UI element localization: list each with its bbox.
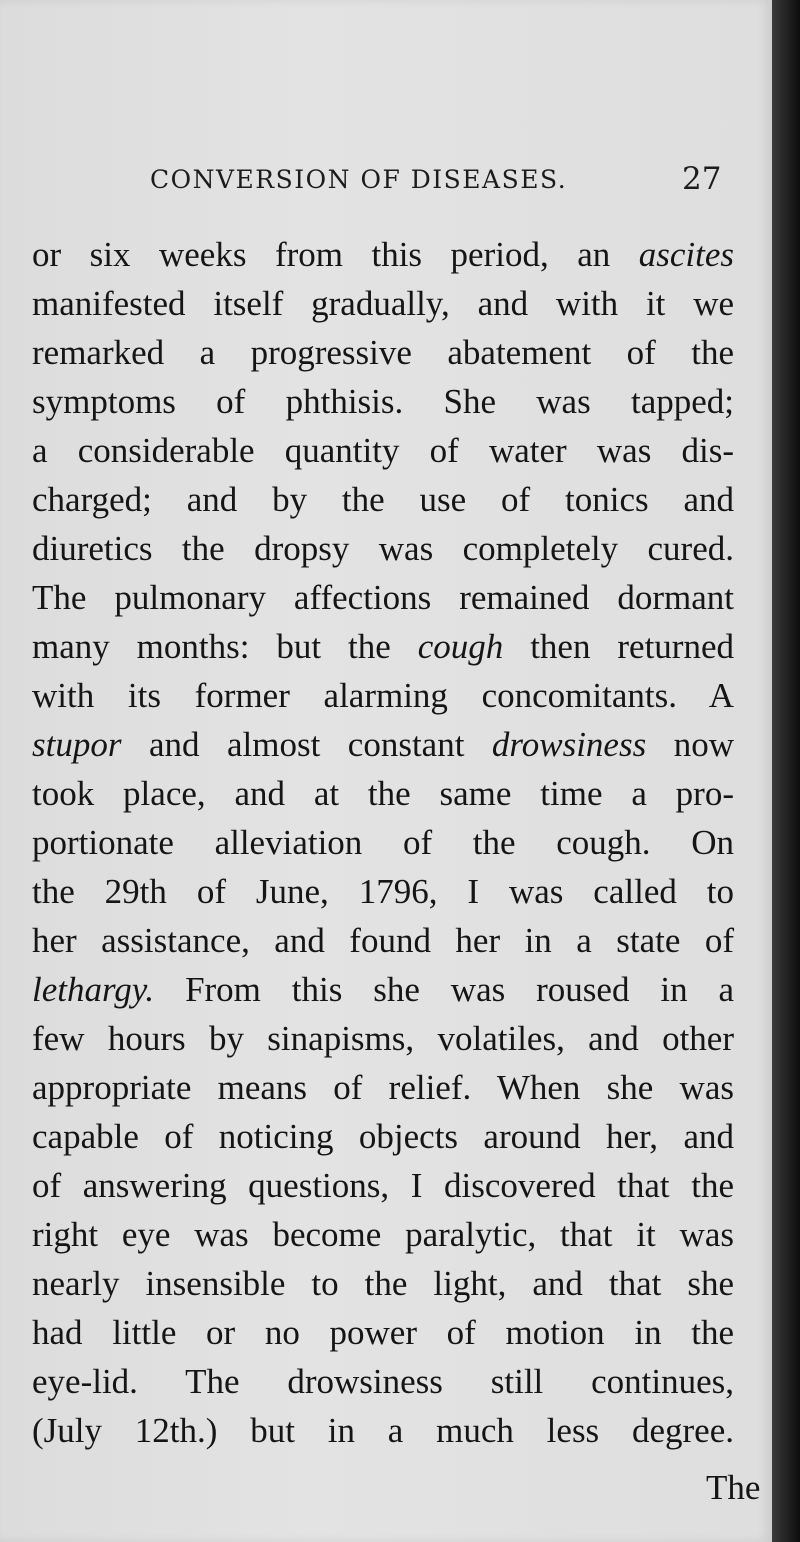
text-line: a considerable quantity of water was dis-: [32, 431, 734, 470]
text-line: took place, and at the same time a pro-: [32, 774, 734, 813]
text-line: or six weeks from this period, an ascites: [32, 235, 734, 274]
text-line: her assistance, and found her in a state of: [32, 921, 734, 960]
text-line: stupor and almost constant drowsiness now: [32, 725, 734, 764]
text-line: nearly insensible to the light, and that she: [32, 1264, 734, 1303]
text-line: The pulmonary affections remained dormant: [32, 578, 734, 617]
page-edge: [772, 0, 800, 1542]
page-number: 27: [682, 161, 722, 197]
text-line: charged; and by the use of tonics and: [32, 480, 734, 519]
text-line: with its former alarming concomitants. A: [32, 676, 734, 715]
running-head: CONVERSION OF DISEASES.: [150, 165, 568, 194]
text-line: few hours by sinapisms, volatiles, and other: [32, 1019, 734, 1058]
text-line: capable of noticing objects around her, and: [32, 1117, 734, 1156]
text-line: appropriate means of relief. When she was: [32, 1068, 734, 1107]
text-line: (July 12th.) but in a much less degree.: [32, 1411, 734, 1450]
text-line: of answering questions, I discovered that the: [32, 1166, 734, 1205]
text-line: many months: but the cough then returned: [32, 627, 734, 666]
text-line: diuretics the dropsy was completely cured.: [32, 529, 734, 568]
text-line: had little or no power of motion in the: [32, 1313, 734, 1352]
body-text: [32, 230, 734, 1455]
catchword: The: [706, 1468, 761, 1507]
text-line: symptoms of phthisis. She was tapped;: [32, 382, 734, 421]
text-line: portionate alleviation of the cough. On: [32, 823, 734, 862]
text-line: remarked a progressive abatement of the: [32, 333, 734, 372]
text-line: eye-lid. The drowsiness still continues,: [32, 1362, 734, 1401]
text-line: manifested itself gradually, and with it we: [32, 284, 734, 323]
text-line: lethargy. From this she was roused in a: [32, 970, 734, 1009]
text-line: the 29th of June, 1796, I was called to: [32, 872, 734, 911]
text-line: right eye was become paralytic, that it was: [32, 1215, 734, 1254]
